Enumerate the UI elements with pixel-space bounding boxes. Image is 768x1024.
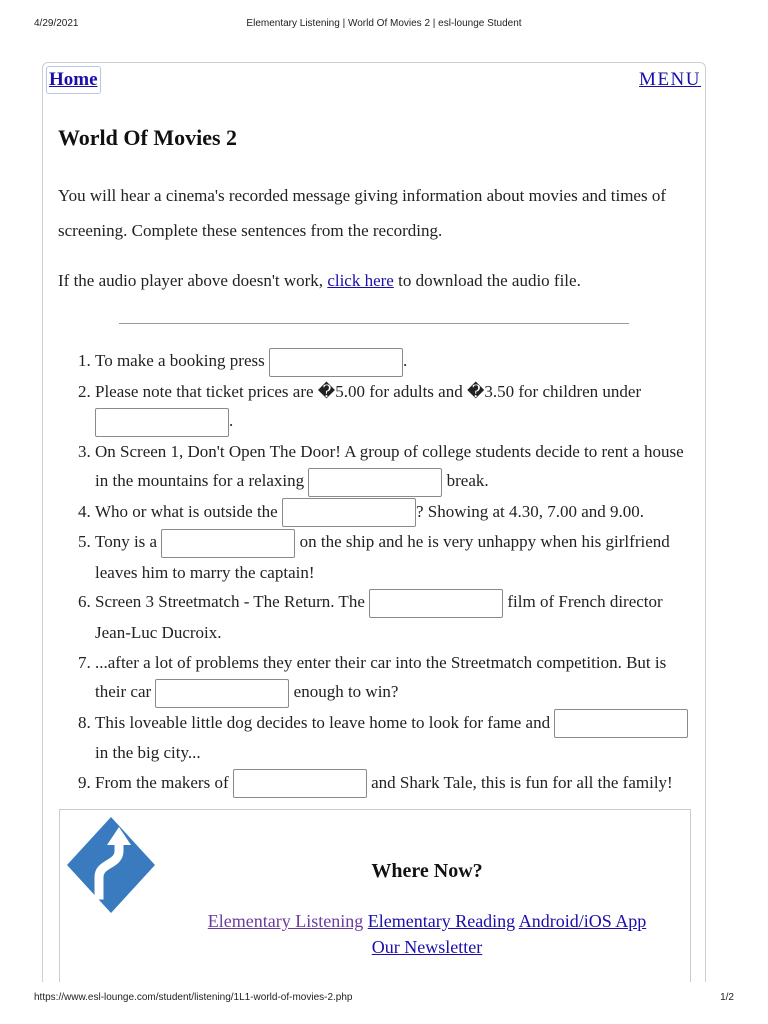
where-now-title: Where Now? (371, 860, 483, 882)
question-text-before: On Screen 1, Don't Open The Door! A group of college students decide to rent a house in the mountains for a relaxing (95, 441, 684, 491)
question-item (95, 587, 695, 647)
question-text-after: ? Showing at 4.30, 7.00 and 9.00. (415, 501, 645, 521)
question-text-after: . (402, 351, 408, 370)
elementary-reading-link[interactable]: Elementary Reading (367, 911, 516, 931)
where-now-links (164, 908, 690, 960)
answer-input[interactable] (308, 468, 442, 497)
page-title: World Of Movies 2 (58, 125, 238, 150)
print-header (0, 18, 768, 32)
question-text-before: Tony is a (95, 532, 162, 552)
question-item (95, 497, 695, 528)
question-item (95, 708, 695, 768)
audio-note (58, 269, 698, 293)
answer-input[interactable] (233, 769, 367, 798)
question-text-before: ...after a lot of problems they enter their car into the Streetmatch competition. But is their car (95, 652, 667, 702)
audio-note-after: to download the audio file. (393, 271, 581, 290)
print-page-number: 1/2 (720, 992, 734, 1003)
question-list (55, 346, 695, 798)
question-item (95, 346, 695, 377)
print-doc-title: Elementary Listening | World Of Movies 2 | esl-lounge Student (246, 18, 522, 29)
audio-note-before: If the audio player above doesn't work, (58, 271, 328, 290)
answer-input[interactable] (155, 679, 289, 708)
question-item (95, 527, 695, 587)
print-url: https://www.esl-lounge.com/student/listening/1L1-world-of-movies-2.php (34, 992, 353, 1003)
where-now-box (59, 809, 691, 982)
intro-text: You will hear a cinema's recorded message giving information about movies and times of screening. Complete these sentences from the recording. (58, 186, 666, 240)
question-text-after: and Shark Tale, this is fun for all the family! (366, 772, 673, 792)
answer-input[interactable] (282, 498, 416, 527)
newsletter-link[interactable]: Our Newsletter (371, 937, 483, 957)
answer-input[interactable] (554, 709, 688, 738)
question-item (95, 377, 695, 437)
app-link[interactable]: Android/iOS App (518, 911, 647, 931)
menu-link[interactable]: MENU (639, 69, 701, 90)
question-item (95, 648, 695, 708)
answer-input[interactable] (161, 529, 295, 558)
question-text-before: Screen 3 Streetmatch - The Return. The (95, 592, 370, 612)
answer-input[interactable] (95, 408, 229, 437)
question-text-after: in the big city... (95, 743, 201, 763)
question-text-after: on the ship and he is very unhappy when his girlfriend leaves him to marry the captain! (95, 532, 670, 582)
elementary-listening-link[interactable]: Elementary Listening (207, 911, 364, 931)
page-frame (42, 62, 706, 982)
question-text-before: Who or what is outside the (95, 501, 282, 521)
question-text-before: To make a booking press (95, 351, 269, 370)
answer-input[interactable] (369, 589, 503, 618)
top-navigation (43, 63, 705, 103)
divider (119, 323, 629, 324)
question-item (95, 437, 695, 497)
answer-input[interactable] (269, 348, 403, 377)
curved-arrow-road-sign-icon (59, 809, 163, 921)
question-text-after: . (229, 411, 234, 431)
question-text-before: Please note that ticket prices are �5.00 for adults and �3.50 for children under (95, 381, 642, 401)
question-item (95, 768, 695, 799)
question-text-after: enough to win? (289, 682, 399, 702)
home-link[interactable]: Home (46, 66, 101, 94)
question-text-after: break. (442, 471, 489, 491)
question-text-before: This loveable little dog decides to leave home to look for fame and (95, 712, 555, 732)
question-text-after: film of French director Jean-Luc Ducroix. (95, 592, 663, 643)
download-audio-link[interactable]: click here (327, 271, 394, 290)
print-date: 4/29/2021 (34, 18, 79, 29)
question-text-before: From the makers of (95, 772, 233, 792)
print-footer (0, 992, 768, 1006)
